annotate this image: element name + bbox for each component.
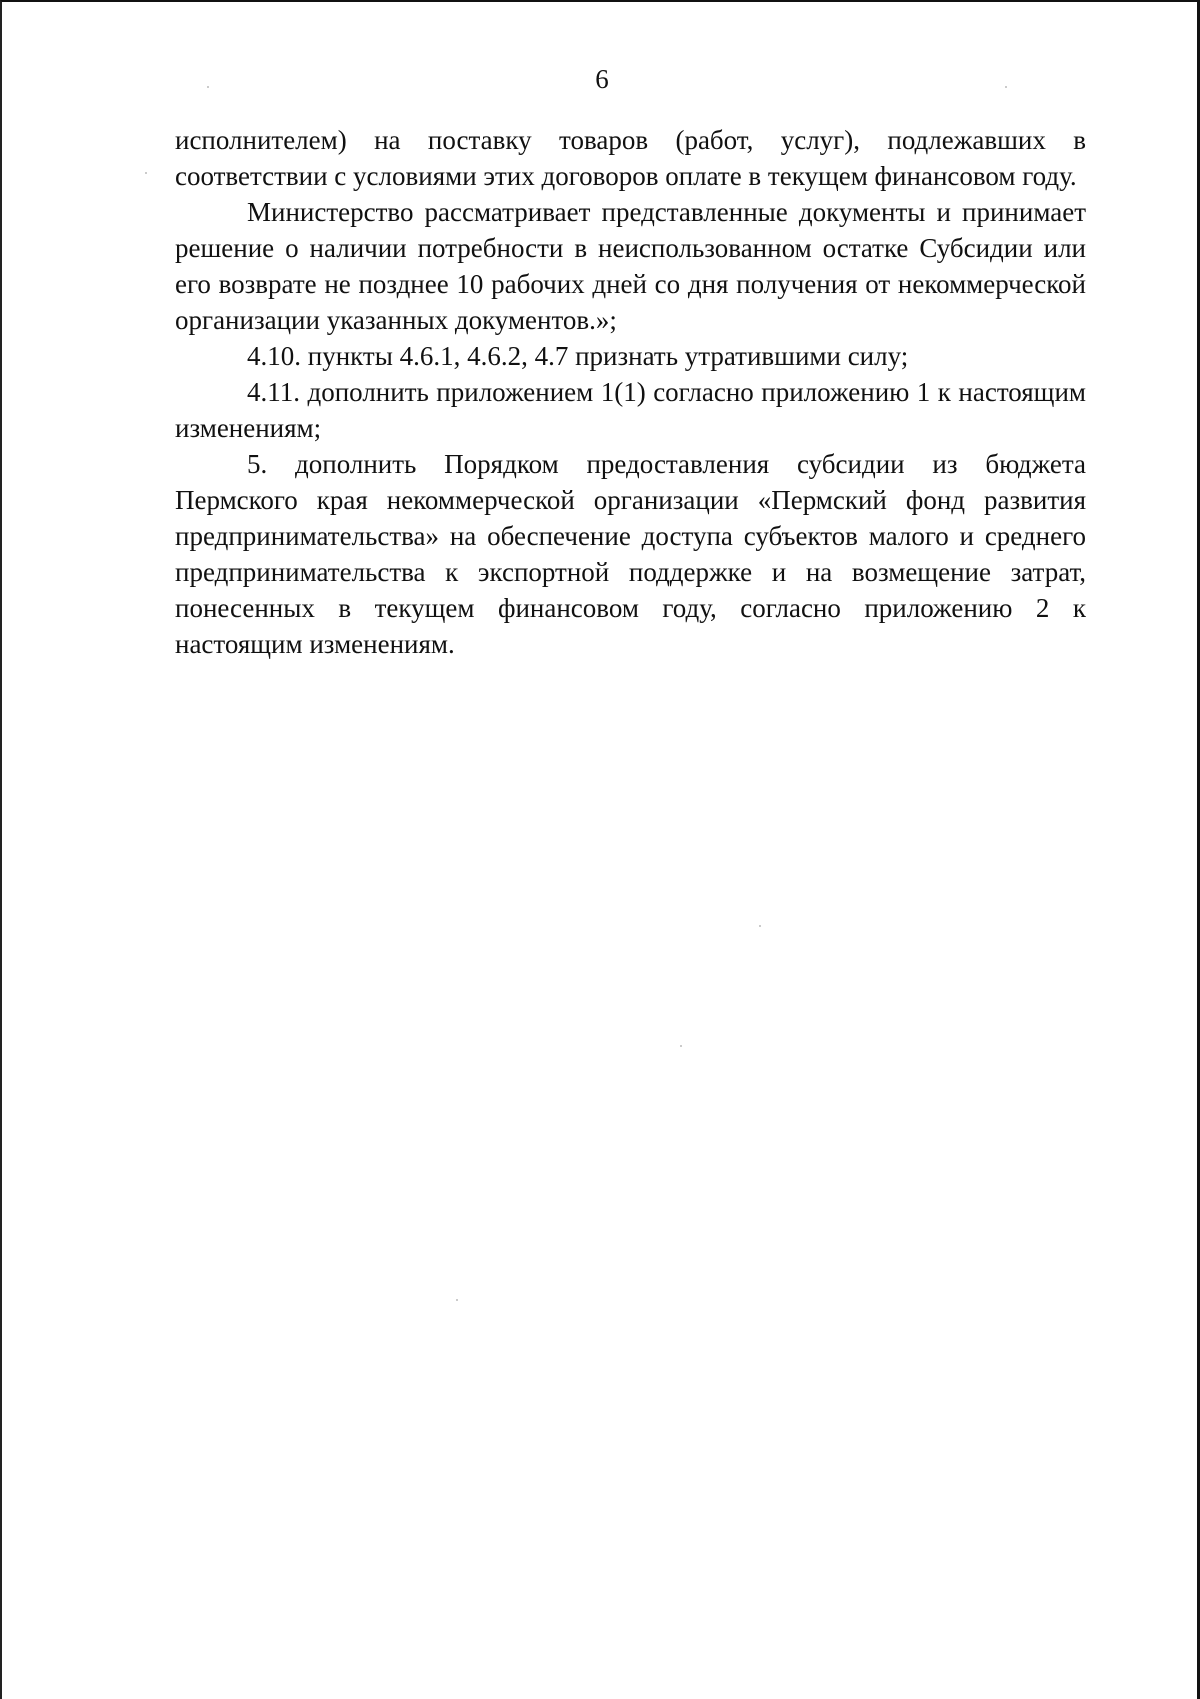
page-number: 6 [595,64,609,94]
paragraph-ministry-review: Министерство рассматривает представленные документы и принимает решение о наличии потребности в неиспользованном остатке Субсидии или его возврате не позднее 10 рабочих дней со дня получения от некоммерческой организации указанных документов.»; [175,197,1086,335]
scan-speck [456,1299,458,1301]
scan-speck [145,172,147,174]
scan-speck [680,1045,682,1047]
scan-speck [207,86,209,88]
paragraph-continuation: исполнителем) на поставку товаров (работ, услуг), подлежавших в соответствии с условиями этих договоров оплате в текущем финансовом году. [175,125,1086,191]
document-body [175,122,1086,662]
paragraph-item-4-11: 4.11. дополнить приложением 1(1) согласно приложению 1 к настоящим изменениям; [175,377,1086,443]
scan-speck [759,925,761,927]
paragraph-item-4-10: 4.10. пункты 4.6.1, 4.6.2, 4.7 признать утратившими силу; [247,341,909,371]
scan-speck [1005,86,1007,88]
paragraph-item-5: 5. дополнить Порядком предоставления субсидии из бюджета Пермского края некоммерческой организации «Пермский фонд развития предпринимательства» на обеспечение доступа субъектов малого и среднего предпринимательства к экспортной поддержке и на возмещение затрат, понесенных в текущем финансовом году, согласно приложению 2 к настоящим изменениям. [175,449,1086,659]
